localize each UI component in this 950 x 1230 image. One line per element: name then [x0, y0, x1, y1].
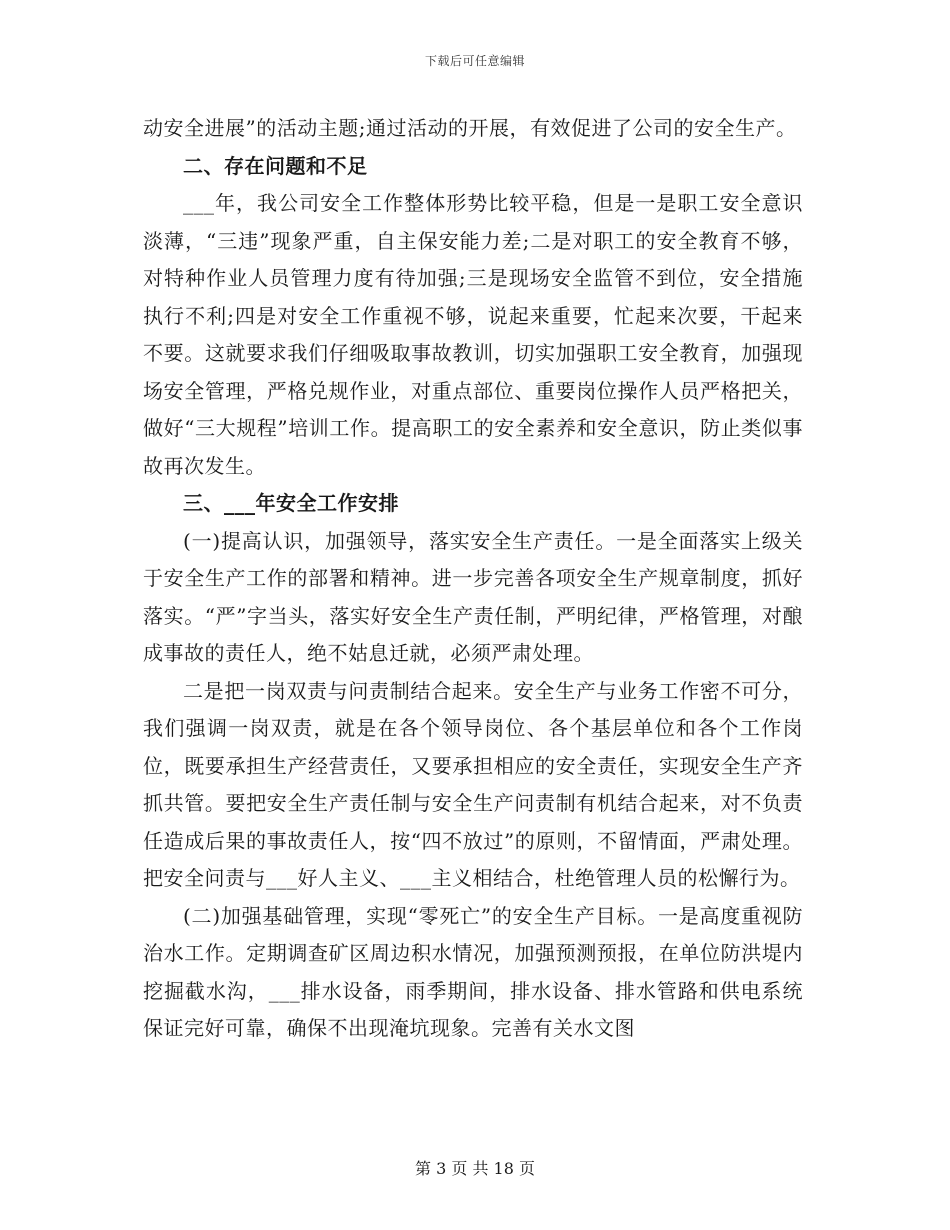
paragraph-problems: ___年，我公司安全工作整体形势比较平稳，但是一是职工安全意识淡薄，“三违”现象严重，自主保安能力差;二是对职工的安全教育不够，对特种作业人员管理力度有待加强;三是现场安全监管不到位，安全措施执行不利;四是对安全工作重视不够，说起来重要，忙起来次要，干起来不要。这就要求我们仔细吸取事故教训，切实加强职工安全教育，加强现场安全管理，严格兑规作业，对重点部位、重要岗位操作人员严格把关，做好“三大规程”培训工作。提高职工的安全素养和安全意识，防止类似事故再次发生。 — [143, 191, 803, 478]
page-number: 第 3 页 共 18 页 — [415, 1159, 535, 1178]
paragraph-continuation: 动安全进展”的活动主题;通过活动的开展，有效促进了公司的安全生产。 — [143, 116, 797, 140]
paragraph-item-1: (一)提高认识，加强领导，落实安全生产责任。一是全面落实上级关于安全生产工作的部署和精神。进一步完善各项安全生产规章制度，抓好落实。“严”字当头，落实好安全生产责任制，严明纪律，严格管理，对酿成事故的责任人，绝不姑息迁就，必须严肃处理。 — [143, 528, 803, 665]
paragraph-item-2: (二)加强基础管理，实现“零死亡”的安全生产目标。一是高度重视防治水工作。定期调查矿区周边积水情况，加强预测预报，在单位防洪堤内挖掘截水沟，___排水设备，雨季期间，排水设备、排水管路和供电系统保证完好可靠，确保不出现淹坑现象。完善有关水文图 — [143, 903, 803, 1040]
section-heading-problems: 二、存在问题和不足 — [183, 153, 368, 178]
paragraph-item-1-part-2: 二是把一岗双责与问责制结合起来。安全生产与业务工作密不可分，我们强调一岗双责，就是在各个领导岗位、各个基层单位和各个工作岗位，既要承担生产经营责任，又要承担相应的安全责任，实现安全生产齐抓共管。要把安全生产责任制与安全生产问责制有机结合起来，对不负责任造成后果的事故责任人，按“四不放过”的原则，不留情面，严肃处理。把安全问责与___好人主义、___主义相结合，杜绝管理人员的松懈行为。 — [143, 678, 803, 890]
section-heading-arrangement: 三、___年安全工作安排 — [183, 491, 399, 515]
page-header: 下载后可任意编辑 — [424, 54, 525, 68]
document-body — [143, 110, 803, 1048]
